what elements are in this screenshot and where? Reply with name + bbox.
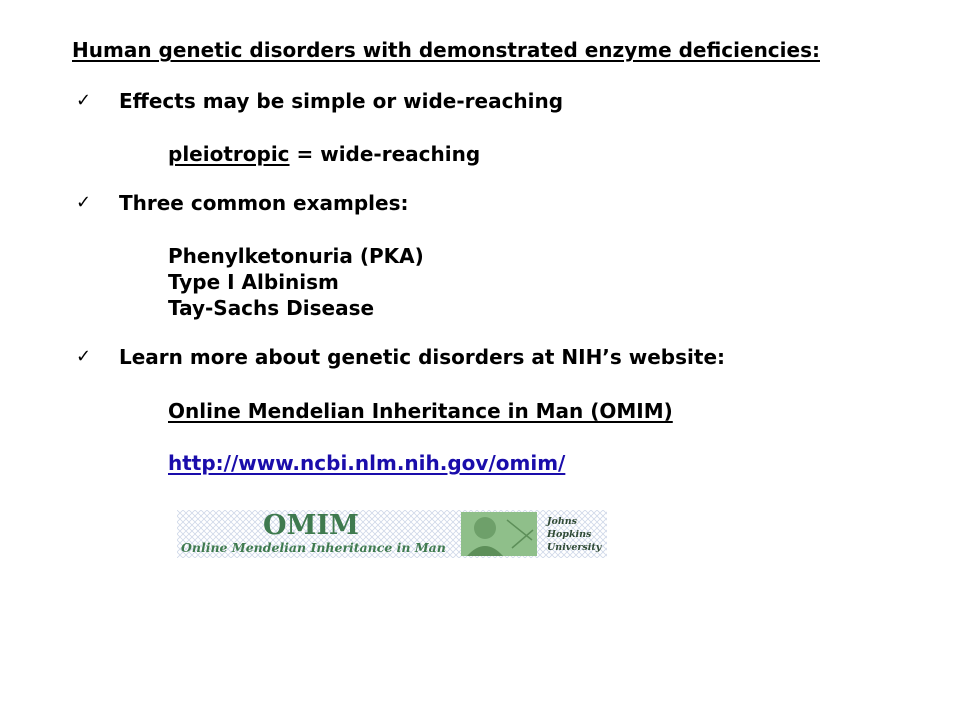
portrait-icon — [461, 512, 537, 556]
university-line: Hopkins — [547, 529, 592, 540]
bullet-examples: Three common examples: — [119, 191, 409, 215]
omim-link-line — [168, 450, 565, 476]
checkmark-icon: ✓ — [76, 192, 92, 213]
university-line: University — [547, 542, 602, 553]
omim-url-link[interactable]: http://www.ncbi.nlm.nih.gov/omim/ — [168, 451, 566, 475]
definition-rest: = wide-reaching — [289, 142, 481, 166]
bullet-effects: Effects may be simple or wide-reaching — [119, 89, 564, 113]
example-item: Type I Albinism — [168, 270, 339, 294]
example-item: Phenylketonuria (PKA) — [168, 244, 424, 268]
bullet-nih: Learn more about genetic disorders at NIH’s website: — [119, 345, 726, 369]
checkmark-icon: ✓ — [76, 346, 92, 367]
omim-title: Online Mendelian Inheritance in Man (OMIM) — [168, 399, 673, 423]
example-item: Tay-Sachs Disease — [168, 296, 375, 320]
omim-logo: OMIM — [263, 510, 359, 541]
omim-subtitle: Online Mendelian Inheritance in Man — [181, 540, 446, 555]
checkmark-icon: ✓ — [76, 90, 92, 111]
definition-line — [168, 141, 480, 167]
university-line: Johns — [547, 516, 577, 527]
slide-heading: Human genetic disorders with demonstrated enzyme deficiencies: — [72, 38, 820, 62]
omim-banner-image — [177, 510, 607, 558]
pleiotropic-term: pleiotropic — [168, 142, 290, 166]
